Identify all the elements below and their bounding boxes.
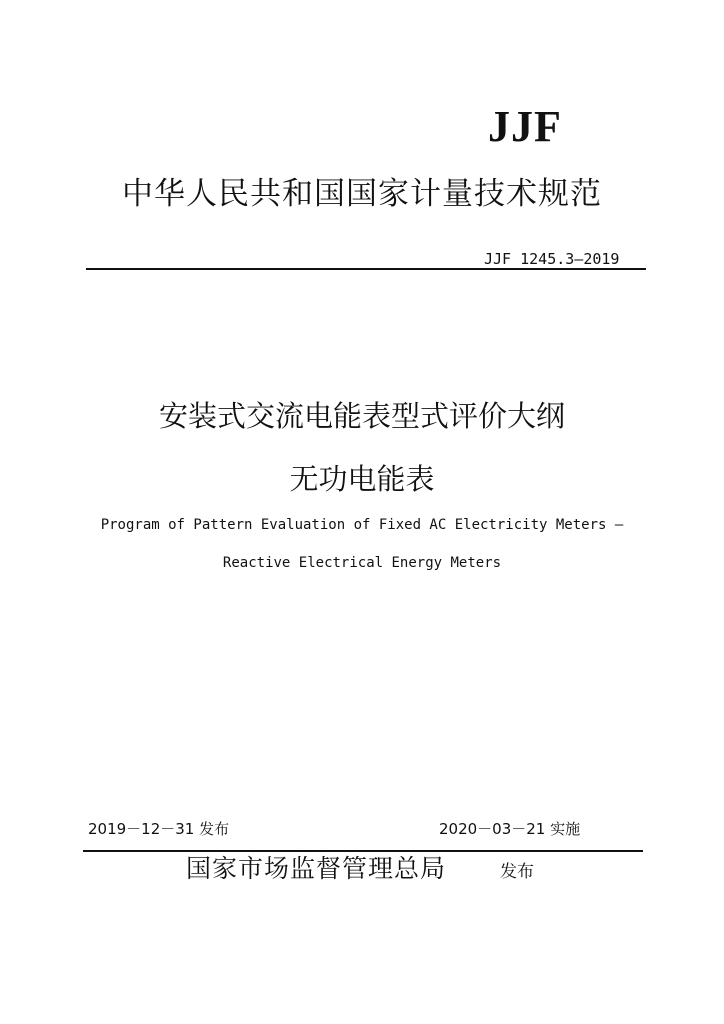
document-subtitle-zh: 无功电能表 (289, 462, 435, 496)
jjf-brand-mark: JJF (488, 102, 562, 151)
spec-series-title: 中华人民共和国国家计量技术规范 (122, 176, 602, 212)
publisher-suffix: 发布 (500, 862, 534, 882)
header-divider (86, 268, 646, 270)
effective-date: 2020－03－21 实施 (439, 820, 581, 838)
publisher-name: 国家市场监督管理总局 (186, 854, 447, 883)
standard-number: JJF 1245.3—2019 (484, 250, 620, 268)
document-subtitle-en: Reactive Electrical Energy Meters (222, 555, 502, 571)
issue-date: 2019－12－31 发布 (88, 820, 230, 838)
document-title-en: Program of Pattern Evaluation of Fixed AC Electricity Meters — (100, 517, 624, 533)
document-title-zh: 安装式交流电能表型式评价大纲 (158, 399, 565, 433)
